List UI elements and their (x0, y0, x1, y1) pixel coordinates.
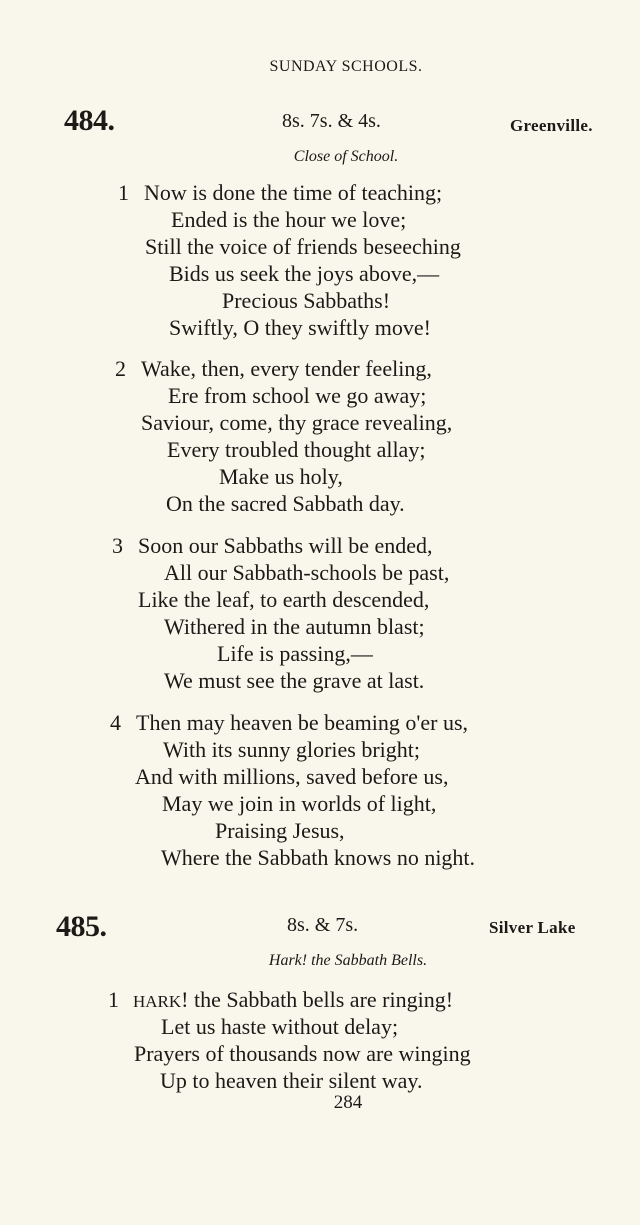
verse-line: Where the Sabbath knows no night. (161, 845, 476, 870)
verse-line: Wake, then, every tender feeling, (141, 356, 432, 381)
verse-line: Life is passing,— (217, 641, 373, 666)
verse-line: We must see the grave at last. (164, 668, 425, 693)
verse-number: 2 (115, 356, 126, 381)
verse-number: 1 (118, 180, 129, 205)
verse-line: Every troubled thought allay; (167, 437, 426, 462)
verse-line (133, 987, 453, 1013)
verse-line: Bids us seek the joys above,— (169, 261, 440, 286)
verse-line: Ended is the hour we love; (171, 207, 407, 232)
verse-number: 1 (108, 987, 119, 1012)
verse-line: With its sunny glories bright; (163, 737, 420, 762)
hymn-meter: 8s. & 7s. (287, 914, 359, 936)
verse-line: Then may heaven be beaming o'er us, (136, 710, 469, 735)
verse-line-rest: ! the Sabbath bells are ringing! (181, 987, 454, 1012)
verse-line: And with millions, saved before us, (135, 764, 449, 789)
verse-line: May we join in worlds of light, (162, 791, 437, 816)
verse-line: Precious Sabbaths! (222, 288, 391, 313)
verse-number: 3 (112, 533, 123, 558)
verse-line: Up to heaven their silent way. (160, 1068, 423, 1093)
first-word: HARK (133, 992, 182, 1011)
running-head: SUNDAY SCHOOLS. (269, 58, 423, 75)
verse-line: Swiftly, O they swiftly move! (169, 315, 431, 340)
hymn-number: 484. (64, 104, 115, 137)
verse-line: All our Sabbath-schools be past, (164, 560, 450, 585)
verse-line: Still the voice of friends beseeching (145, 234, 461, 259)
verse-line: Withered in the autumn blast; (164, 614, 425, 639)
verse-line: Now is done the time of teaching; (144, 180, 443, 205)
hymn-title: Hark! the Sabbath Bells. (268, 952, 428, 969)
page-number: 284 (333, 1092, 363, 1113)
hymn-number: 485. (56, 910, 107, 943)
hymn-title: Close of School. (293, 148, 399, 165)
verse-line: Like the leaf, to earth descended, (138, 587, 430, 612)
tune-name: Silver Lake (489, 918, 576, 937)
verse-number: 4 (110, 710, 121, 735)
verse-line: Praising Jesus, (215, 818, 345, 843)
verse-line: Let us haste without delay; (161, 1014, 399, 1039)
hymn-meter: 8s. 7s. & 4s. (282, 110, 381, 132)
verse-line: Make us holy, (219, 464, 343, 489)
verse-line: Prayers of thousands now are winging (134, 1041, 471, 1066)
verse-line: Ere from school we go away; (168, 383, 427, 408)
verse-line: Saviour, come, thy grace revealing, (141, 410, 453, 435)
verse-line: On the sacred Sabbath day. (166, 491, 405, 516)
verse-line: Soon our Sabbaths will be ended, (138, 533, 433, 558)
tune-name: Greenville. (510, 116, 593, 135)
